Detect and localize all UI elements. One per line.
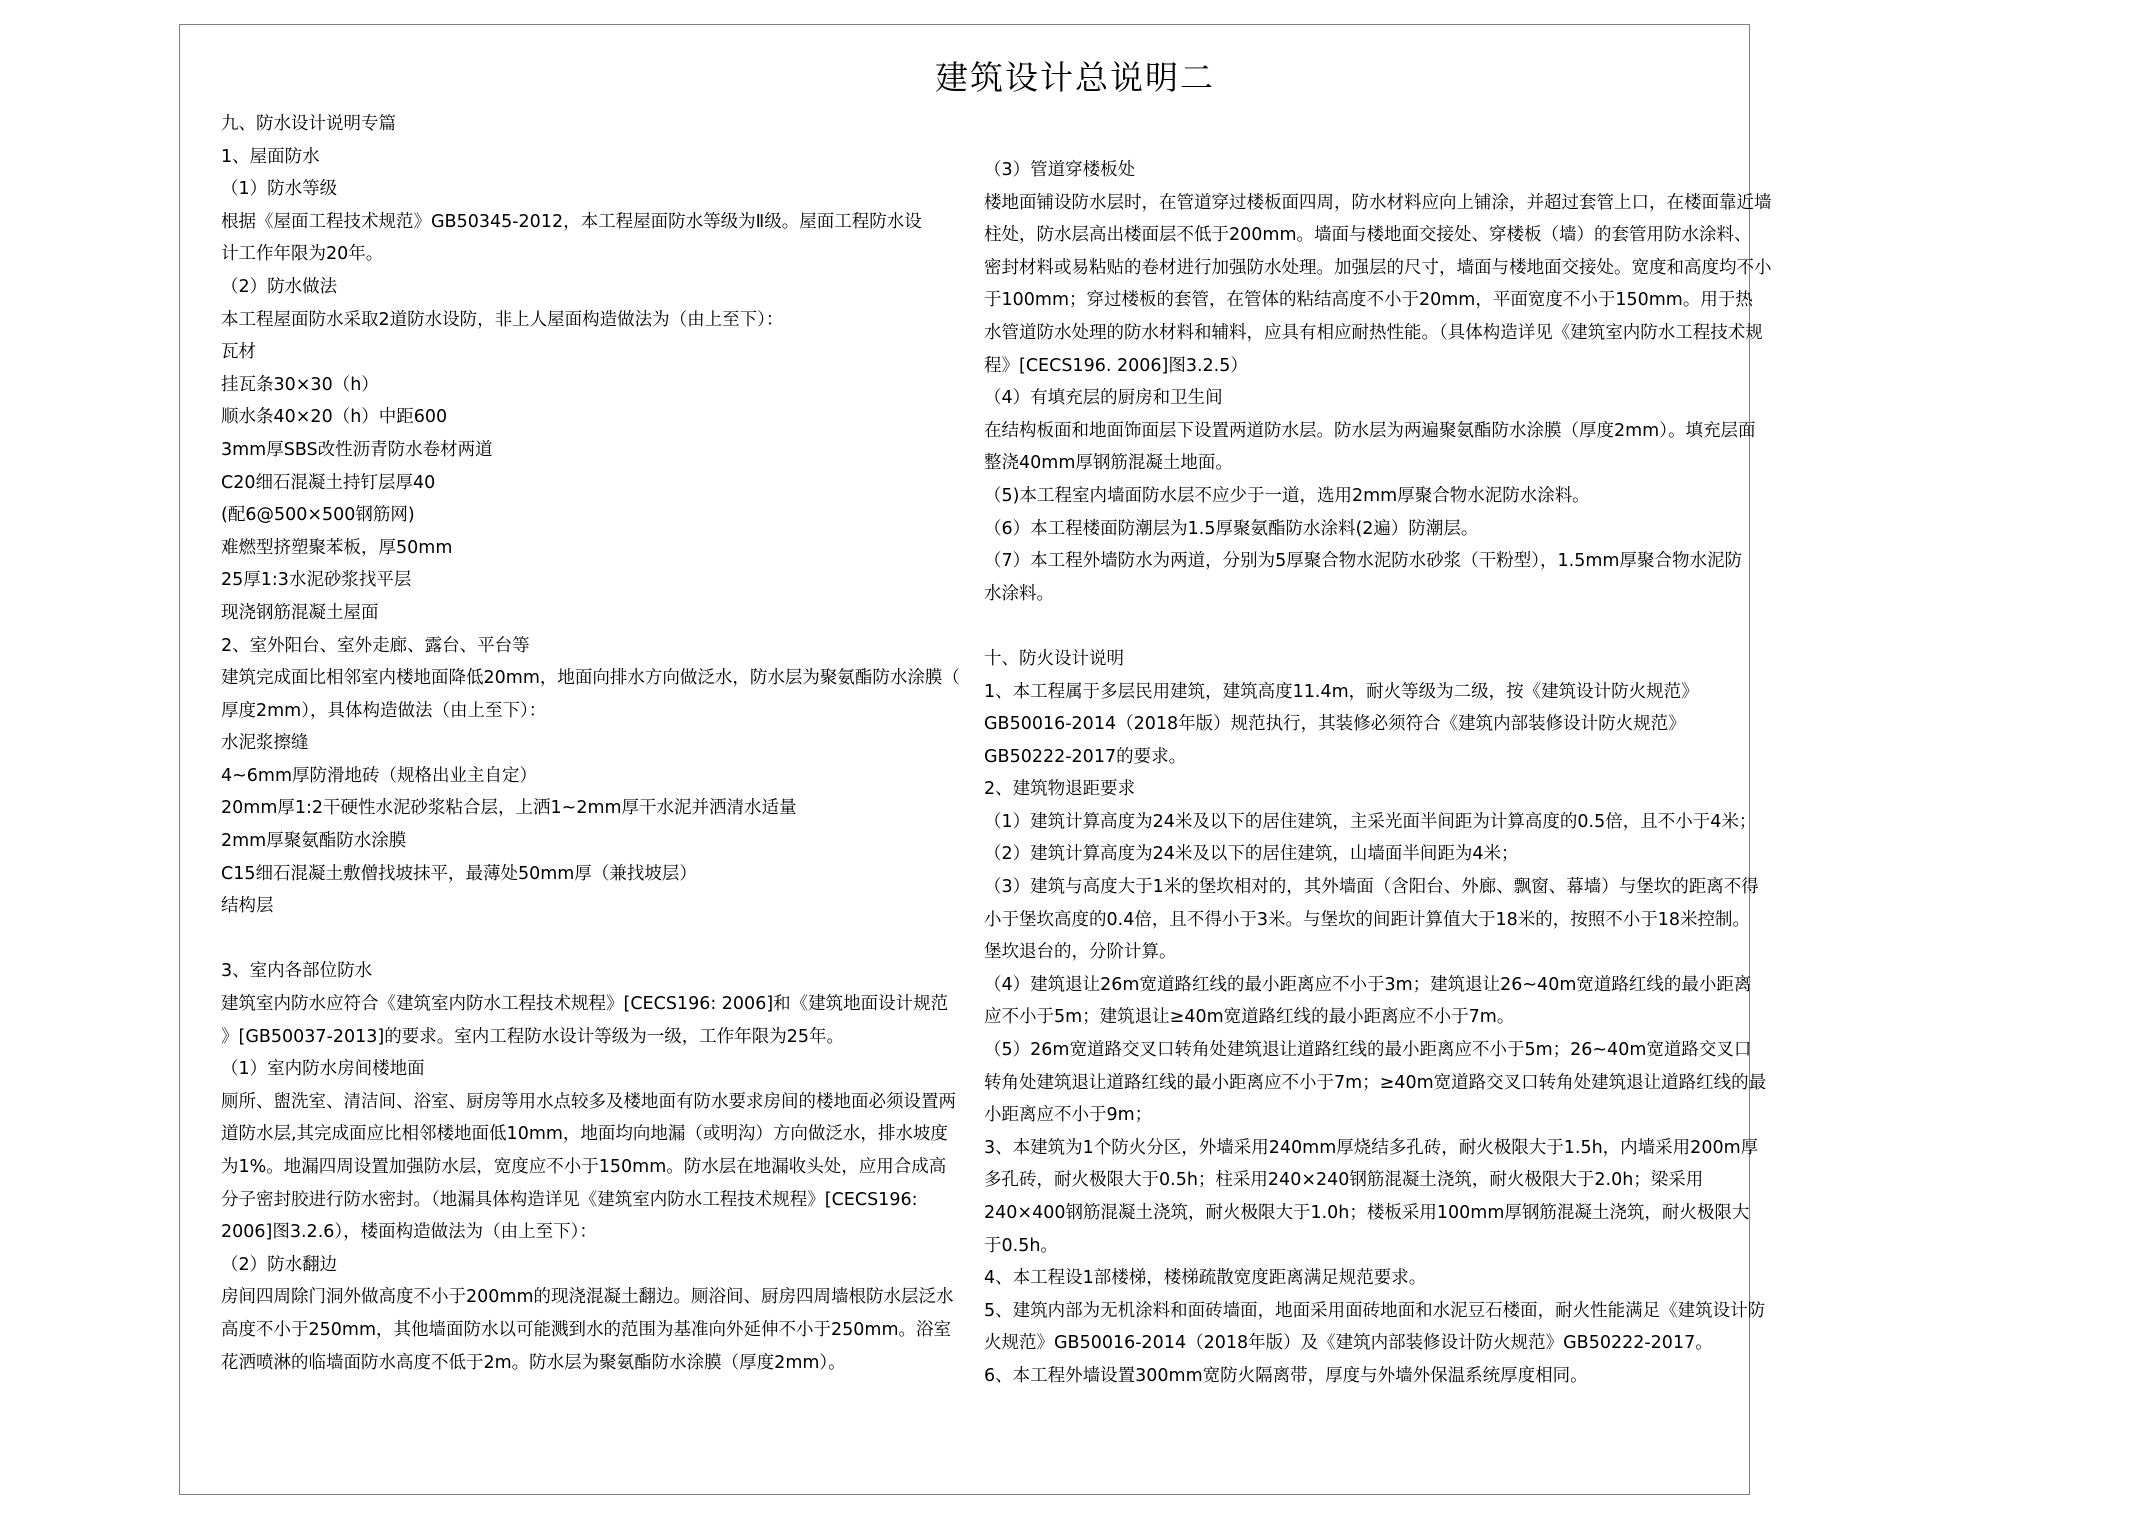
- text-line: 20mm厚1:2干硬性水泥砂浆粘合层，上洒1~2mm厚干水泥并洒清水适量: [221, 798, 797, 819]
- text-line: 水管道防水处理的防水材料和辅料，应具有相应耐热性能。（具体构造详见《建筑室内防水工程技术规: [984, 322, 1763, 343]
- text-line: 240×400钢筋混凝土浇筑，耐火极限大于1.0h；楼板采用100mm厚钢筋混凝土浇筑，耐火极限大: [984, 1203, 1750, 1223]
- text-line: 难燃型挤塑聚苯板，厚50mm: [221, 537, 453, 558]
- text-line: 高度不小于250mm，其他墙面防水以可能溅到水的范围为基准向外延伸不小于250mm。浴室: [221, 1319, 951, 1340]
- text-line: 建筑完成面比相邻室内楼地面降低20mm，地面向排水方向做泛水，防水层为聚氨酯防水涂膜（: [221, 668, 960, 689]
- text-line: （3）建筑与高度大于1米的堡坎相对的，其外墙面（含阳台、外廊、飘窗、幕墙）与堡坎的距离不得: [984, 877, 1759, 898]
- text-line: （1）防水等级: [221, 179, 338, 200]
- text-line: (配6@500×500钢筋网): [221, 505, 415, 526]
- text-line: 6、本工程外墙设置300mm宽防火隔离带，厚度与外墙外保温系统厚度相同。: [984, 1365, 1588, 1386]
- text-line: 火规范》GB50016-2014（2018年版）及《建筑内部装修设计防火规范》GB50222-2017。: [984, 1333, 1713, 1354]
- text-line: （6）本工程楼面防潮层为1.5厚聚氨酯防水涂料(2遍）防潮层。: [984, 518, 1479, 539]
- text-line: 3、本建筑为1个防火分区，外墙采用240mm厚烧结多孔砖，耐火极限大于1.5h，内墙采用200m厚: [984, 1137, 1759, 1158]
- text-line: 水涂料。: [984, 583, 1054, 604]
- text-line: 道防水层,其完成面应比相邻楼地面低10mm，地面均向地漏（或明沟）方向做泛水，排水坡度: [221, 1124, 948, 1145]
- text-line: 整浇40mm厚钢筋混凝土地面。: [984, 453, 1233, 474]
- text-line: 2、建筑物退距要求: [984, 779, 1136, 800]
- text-line: （5）26m宽道路交叉口转角处建筑退让道路红线的最小距离应不小于5m；26~40m宽道路交叉口: [984, 1040, 1752, 1061]
- text-line: 挂瓦条30×30（h）: [221, 374, 379, 395]
- text-line: （2）防水做法: [221, 276, 338, 297]
- text-line: 花洒喷淋的临墙面防水高度不低于2m。防水层为聚氨酯防水涂膜（厚度2mm）。: [221, 1352, 846, 1373]
- text-line: 转角处建筑退让道路红线的最小距离应不小于7m；≥40m宽道路交叉口转角处建筑退让道路红线的最: [984, 1072, 1767, 1093]
- text-line: 厕所、盥洗室、清洁间、浴室、厨房等用水点较多及楼地面有防水要求房间的楼地面必须设置两: [221, 1091, 956, 1112]
- text-line: 计工作年限为20年。: [221, 244, 384, 265]
- text-line: 2mm厚聚氨酯防水涂膜: [221, 831, 407, 852]
- text-line: 3mm厚SBS改性沥青防水卷材两道: [221, 439, 493, 460]
- text-line: C20细石混凝土持钉层厚40: [221, 472, 436, 493]
- text-line: 2、室外阳台、室外走廊、露台、平台等: [221, 635, 530, 656]
- text-line: 》[GB50037-2013]的要求。室内工程防水设计等级为一级，工作年限为25年。: [221, 1026, 845, 1047]
- text-line: （4）建筑退让26m宽道路红线的最小距离应不小于3m；建筑退让26~40m宽道路红线的最小距离: [984, 974, 1752, 995]
- text-line: 九、防水设计说明专篇: [221, 114, 396, 134]
- text-line: 现浇钢筋混凝土屋面: [221, 602, 379, 623]
- text-line: 2006]图3.2.6），楼面构造做法为（由上至下）：: [221, 1222, 597, 1243]
- text-line: （2）防水翻边: [221, 1254, 338, 1275]
- text-line: 密封材料或易粘贴的卷材进行加强防水处理。加强层的尺寸，墙面与楼地面交接处。宽度和高度均不小: [984, 257, 1772, 278]
- text-line: 本工程屋面防水采取2道防水设防，非上人屋面构造做法为（由上至下）：: [221, 309, 784, 330]
- text-line: 房间四周除门洞外做高度不小于200mm的现浇混凝土翻边。厕浴间、厨房四周墙根防水层泛水: [221, 1287, 954, 1308]
- text-line: 4~6mm厚防滑地砖（规格出业主自定）: [221, 765, 538, 786]
- text-line: 4、本工程设1部楼梯，楼梯疏散宽度距离满足规范要求。: [984, 1268, 1427, 1289]
- text-line: GB50222-2017的要求。: [984, 746, 1187, 767]
- text-line: 于0.5h。: [984, 1235, 1058, 1256]
- text-line: 为1%。地漏四周设置加强防水层，宽度应不小于150mm。防水层在地漏收头处，应用合成高: [221, 1157, 947, 1177]
- text-line: 小距离应不小于9m；: [984, 1105, 1153, 1126]
- text-line: 小于堡坎高度的0.4倍，且不得小于3米。与堡坎的间距计算值大于18米的，按照不小于18米控制。: [984, 909, 1750, 930]
- text-line: 柱处，防水层高出楼面层不低于200mm。墙面与楼地面交接处、穿楼板（墙）的套管用防水涂料、: [984, 225, 1752, 246]
- text-line: 5、建筑内部为无机涂料和面砖墙面，地面采用面砖地面和水泥豆石楼面，耐火性能满足《建筑设计防: [984, 1300, 1766, 1321]
- text-line: 多孔砖，耐火极限大于0.5h；柱采用240×240钢筋混凝土浇筑，耐火极限大于2.0h；梁采用: [984, 1170, 1704, 1191]
- text-line: 水泥浆擦缝: [221, 733, 309, 754]
- text-line: （4）有填充层的厨房和卫生间: [984, 388, 1223, 409]
- text-line: 堡坎退台的，分阶计算。: [984, 942, 1177, 963]
- text-line: 1、本工程属于多层民用建筑，建筑高度11.4m，耐火等级为二级，按《建筑设计防火规范》: [984, 681, 1699, 702]
- text-line: 3、室内各部位防水: [221, 961, 373, 982]
- text-line: 顺水条40×20（h）中距600: [221, 407, 448, 428]
- text-line: [221, 923, 960, 956]
- text-line: 瓦材: [221, 342, 256, 363]
- text-line: GB50016-2014（2018年版）规范执行，其装修必须符合《建筑内部装修设计防火规范》: [984, 714, 1686, 735]
- text-line: C15细石混凝土敷僧找坡抹平，最薄处50mm厚（兼找坡层）: [221, 863, 697, 884]
- text-line: （2）建筑计算高度为24米及以下的居住建筑，山墙面半间距为4米；: [984, 844, 1519, 865]
- right-column: [984, 154, 1772, 1393]
- text-line: （1）建筑计算高度为24米及以下的居住建筑，主采光面半间距为计算高度的0.5倍，且不小于4米；: [984, 811, 1757, 832]
- text-line: 于100mm；穿过楼板的套管，在管体的粘结高度不小于20mm，平面宽度不小于150mm。用于热: [984, 290, 1753, 311]
- text-line: （7）本工程外墙防水为两道，分别为5厚聚合物水泥防水砂浆（干粉型），1.5mm厚聚合物水泥防: [984, 551, 1742, 572]
- text-line: 分子密封胶进行防水密封。（地漏具体构造详见《建筑室内防水工程技术规程》[CECS196:: [221, 1189, 918, 1210]
- text-line: （1）室内防水房间楼地面: [221, 1059, 425, 1080]
- text-line: 厚度2mm），具体构造做法（由上至下）：: [221, 700, 547, 721]
- text-line: 1、屋面防水: [221, 146, 320, 167]
- text-line: 程》[CECS196. 2006]图3.2.5）: [984, 355, 1248, 376]
- text-line: 楼地面铺设防水层时，在管道穿过楼板面四周，防水材料应向上铺涂，并超过套管上口，在楼面靠近墙: [984, 192, 1772, 213]
- text-line: （3）管道穿楼板处: [984, 160, 1136, 180]
- text-line: （5)本工程室内墙面防水层不应少于一道，选用2mm厚聚合物水泥防水涂料。: [984, 485, 1590, 506]
- page-title: 建筑设计总说明二: [935, 58, 1215, 97]
- text-line: 在结构板面和地面饰面层下设置两道防水层。防水层为两遍聚氨酯防水涂膜（厚度2mm）。填充层面: [984, 420, 1756, 441]
- text-line: 25厚1:3水泥砂浆找平层: [221, 570, 412, 591]
- text-line: 应不小于5m；建筑退让≥40m宽道路红线的最小距离应不小于7m。: [984, 1007, 1515, 1028]
- left-column: [221, 108, 960, 1379]
- text-line: [984, 610, 1772, 643]
- text-line: 建筑室内防水应符合《建筑室内防水工程技术规程》[CECS196: 2006]和《建筑地面设计规范: [221, 994, 949, 1015]
- text-line: 根据《屋面工程技术规范》GB50345-2012，本工程屋面防水等级为Ⅱ级。屋面工程防水设: [221, 211, 922, 232]
- text-line: 十、防火设计说明: [984, 648, 1124, 669]
- text-line: 结构层: [221, 896, 274, 917]
